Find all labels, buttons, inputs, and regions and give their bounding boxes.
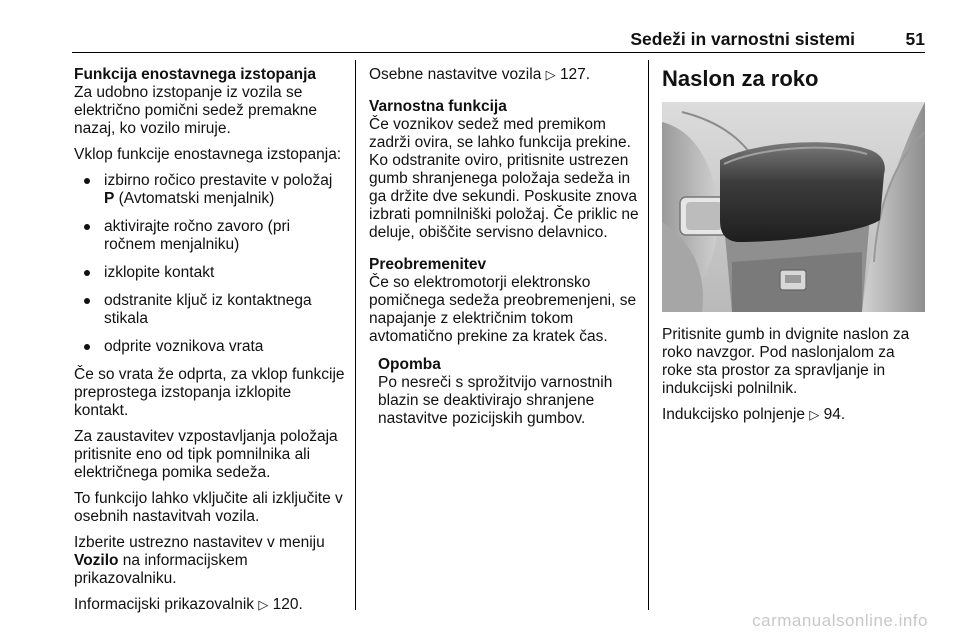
bullet-icon <box>84 178 90 184</box>
overload-text: Če so elektromotorji elektronsko pomičnega sedeža preobremenjeni, se napajanje z električnim tokom avtomatično prekine za kratek čas. <box>369 274 637 345</box>
stop-positioning-paragraph: Za zaustavitev vzpostavljanja položaja pritisnite eno od tipk pomnilnika ali električnega pomika sedeža. <box>74 428 338 481</box>
column-divider <box>355 60 356 610</box>
menu-name-label: Vozilo <box>74 552 119 569</box>
page-number: 51 <box>905 29 925 49</box>
enable-intro: Vklop funkcije enostavnega izstopanja: <box>74 146 342 163</box>
safety-heading: Varnostna funkcija <box>369 98 507 115</box>
gear-position-label: P <box>104 190 115 207</box>
bullet-icon <box>84 270 90 276</box>
column-2 <box>369 66 639 436</box>
inductive-charging-reference[interactable]: Indukcijsko polnjenje ▷ 94. <box>662 406 846 423</box>
toggle-paragraph: To funkcijo lahko vključite ali izključite v osebnih nastavitvah vozila. <box>74 490 343 525</box>
note-text: Po nesreči s sprožitvijo varnostnih blazin se deaktivirajo shranjene nastavitve pozicijskih gumbov. <box>378 374 613 427</box>
easy-exit-intro: Za udobno izstopanje iz vozila se električno pomični sedež premakne nazaj, ko vozilo miruje. <box>74 84 317 137</box>
list-item: odstranite ključ iz kontaktnega stikala <box>74 292 346 328</box>
menu-paragraph: Izberite ustrezno nastavitev v meniju Vozilo na informacijskem prikazovalniku. <box>74 534 325 587</box>
bullet-icon <box>84 344 90 350</box>
header-title: Sedeži in varnostni sistemi <box>630 29 855 49</box>
bullet-icon <box>84 298 90 304</box>
note-box <box>369 356 639 428</box>
list-item: izbirno ročico prestavite v položaj P (Avtomatski menjalnik) <box>74 172 346 208</box>
enable-steps-list <box>74 172 346 356</box>
list-item: izklopite kontakt <box>74 264 346 282</box>
note-heading: Opomba <box>378 356 441 373</box>
bullet-icon <box>84 224 90 230</box>
easy-exit-heading: Funkcija enostavnega izstopanja <box>74 66 317 83</box>
reference-arrow-icon: ▷ <box>545 67 556 82</box>
column-3 <box>662 66 925 432</box>
list-item: odprite voznikova vrata <box>74 338 346 356</box>
list-item: aktivirajte ročno zavoro (pri ročnem menjalniku) <box>74 218 346 254</box>
safety-text: Če voznikov sedež med premikom zadrži ovira, se lahko funkcija prekine. Ko odstranite oviro, pritisnite ustrezen gumb shranjenega položaja sedeža in ga držite dve sekundi. Poskusite znova izbrati pomnilniški položaj. Če priklic ne deluje, obiščite servisno delavnico. <box>369 116 639 241</box>
info-display-reference[interactable]: Informacijski prikazovalnik ▷ 120. <box>74 596 303 613</box>
column-divider <box>648 60 649 610</box>
armrest-caption: Pritisnite gumb in dvignite naslon za roko navzgor. Pod naslonjalom za roke sta prostor za spravljanje in indukcijski polnilnik. <box>662 326 910 397</box>
column-1 <box>74 66 346 622</box>
armrest-title: Naslon za roko <box>662 66 819 91</box>
footer-logo: carmanualsonline.info <box>752 611 928 630</box>
open-door-paragraph: Če so vrata že odprta, za vklop funkcije preprostega izstopanja izklopite kontakt. <box>74 366 345 419</box>
reference-arrow-icon: ▷ <box>809 407 820 422</box>
reference-arrow-icon: ▷ <box>258 597 269 612</box>
overload-heading: Preobremenitev <box>369 256 487 273</box>
personal-settings-reference[interactable]: Osebne nastavitve vozila ▷ 127. <box>369 66 591 83</box>
armrest-photo <box>662 102 925 312</box>
page-header <box>72 20 925 53</box>
